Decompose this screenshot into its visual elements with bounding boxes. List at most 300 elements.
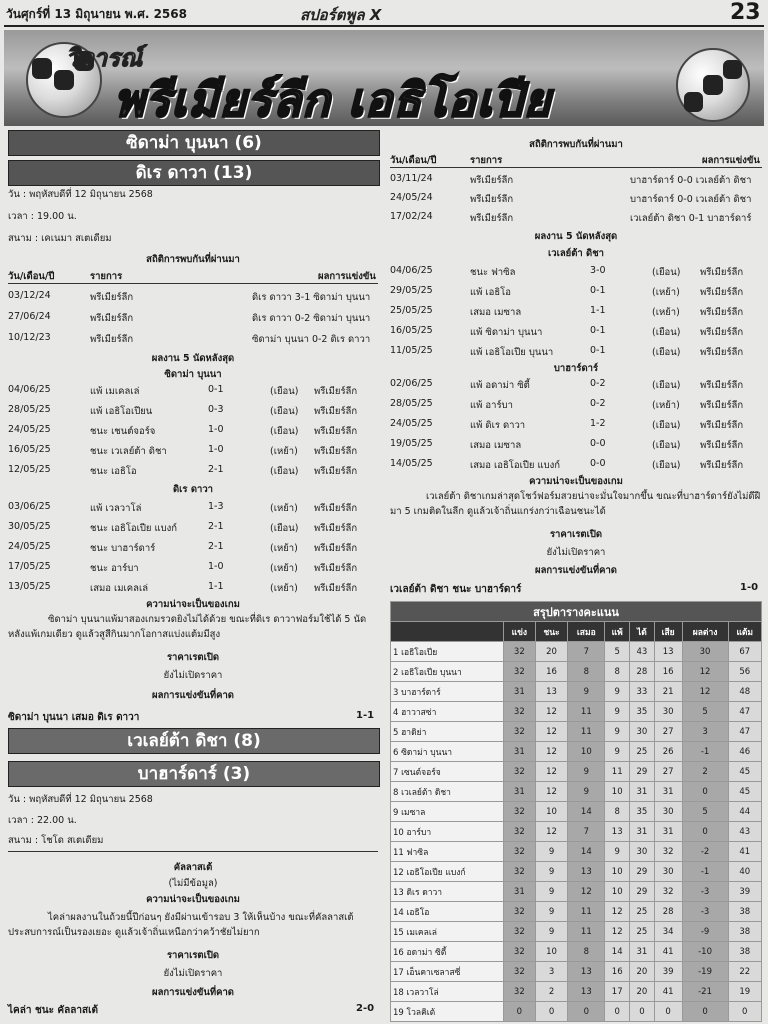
table-cell: 30 — [654, 802, 682, 822]
table-cell: 32 — [654, 882, 682, 902]
top-rule — [4, 25, 764, 27]
list-item: 27/06/24 — [8, 311, 51, 322]
table-cell: 30 — [682, 642, 728, 662]
table-cell: 29 — [630, 762, 655, 782]
team-name: 14 เอธิโอ — [391, 902, 504, 922]
form-comp: พรีเมียร์ลีก — [700, 307, 744, 318]
table-cell: -19 — [682, 962, 728, 982]
form-venue: (เยือน) — [270, 466, 299, 477]
match3-price-text: ยังไม่เปิดราคา — [163, 968, 223, 979]
standings-body — [391, 642, 762, 1022]
table-cell: 12 — [568, 882, 605, 902]
match1-price-title: ราคาเรตเปิด — [166, 652, 220, 663]
table-cell: 20 — [630, 982, 655, 1002]
match1-day: วัน : พฤหัสบดีที่ 12 มิถุนายน 2568 — [8, 189, 153, 200]
page-number: 23 — [730, 0, 761, 25]
table-cell: 14 — [568, 842, 605, 862]
table-cell: 10 — [605, 782, 630, 802]
match2-away-form — [390, 378, 762, 478]
table-cell: -1 — [682, 862, 728, 882]
table-cell: 9 — [605, 702, 630, 722]
form-comp: พรีเมียร์ลีก — [700, 327, 744, 338]
h2h-head-list: รายการ — [90, 271, 123, 282]
match3-note: (ไม่มีข้อมูล) — [168, 878, 218, 889]
form-result: ชนะ เชนต์จอร์จ — [90, 426, 156, 437]
form-venue: (เยือน) — [652, 380, 681, 391]
table-cell: 22 — [728, 962, 762, 982]
table-cell: 29 — [630, 862, 655, 882]
match1-prediction — [8, 710, 378, 724]
form-result: แพ้ ดิเร ดาวา — [470, 420, 526, 431]
table-row — [391, 842, 762, 862]
table-cell: 16 — [654, 662, 682, 682]
table-cell: 32 — [504, 942, 536, 962]
table-header: ชนะ — [535, 622, 568, 642]
form-venue: (เหย้า) — [270, 503, 298, 514]
form-date: 11/05/25 — [390, 345, 433, 356]
form-date: 14/05/25 — [390, 458, 433, 469]
table-cell: 26 — [654, 742, 682, 762]
table-cell: 27 — [654, 762, 682, 782]
form-comp: พรีเมียร์ลีก — [314, 406, 358, 417]
form-date: 17/05/25 — [8, 561, 51, 572]
table-cell: 10 — [535, 942, 568, 962]
match2-prediction — [390, 582, 762, 596]
match2-h2h-title: สถิติการพบกันที่ผ่านมา — [529, 139, 623, 150]
table-cell: 0 — [535, 1002, 568, 1022]
table-cell: 2 — [535, 982, 568, 1002]
h2h-head-date: วัน/เดือน/ปี — [8, 271, 55, 282]
form-date: 24/05/25 — [8, 424, 51, 435]
match2-h2h-list — [390, 173, 762, 233]
match1-time: เวลา : 19.00 น. — [8, 211, 77, 222]
table-cell: 31 — [504, 682, 536, 702]
form-score: 1-0 — [208, 424, 224, 435]
team-name: 6 ซิดาม่า บุนนา — [391, 742, 504, 762]
table-cell: 43 — [630, 642, 655, 662]
table-cell: 5 — [605, 642, 630, 662]
form-comp: พรีเมียร์ลีก — [700, 400, 744, 411]
issue-date: วันศุกร์ที่ 13 มิถุนายน พ.ศ. 2568 — [6, 7, 187, 21]
form-result: ชนะ เอธิโอเปีย แบงก์ — [90, 523, 178, 534]
table-cell: 32 — [504, 822, 536, 842]
form-date: 25/05/25 — [390, 305, 433, 316]
match1-pred-title: ผลการแข่งขันที่คาด — [152, 690, 234, 701]
table-cell: 32 — [504, 642, 536, 662]
match1-h2h-list — [8, 290, 378, 350]
table-cell: 14 — [568, 802, 605, 822]
match1-h2h-title: สถิติการพบกันที่ผ่านมา — [146, 254, 240, 265]
table-cell: 13 — [568, 962, 605, 982]
form-score: 1-2 — [590, 418, 606, 429]
form-result: ชนะ บาฮาร์ดาร์ — [90, 543, 156, 554]
table-cell: 67 — [728, 642, 762, 662]
table-cell: 11 — [605, 762, 630, 782]
standings-table — [390, 601, 762, 1022]
table-cell: 12 — [605, 922, 630, 942]
form-date: 03/06/25 — [8, 501, 51, 512]
match2-form-title: ผลงาน 5 นัดหลังสุด — [534, 231, 618, 242]
form-venue: (เยือน) — [270, 406, 299, 417]
table-cell: 9 — [535, 902, 568, 922]
table-cell: 45 — [728, 782, 762, 802]
table-cell: 38 — [728, 902, 762, 922]
team-name: 9 เมซาล — [391, 802, 504, 822]
table-cell: -1 — [682, 742, 728, 762]
form-comp: พรีเมียร์ลีก — [700, 380, 744, 391]
table-cell: 9 — [568, 762, 605, 782]
table-cell: 30 — [630, 842, 655, 862]
form-result: ชนะ อาร์บา — [90, 563, 139, 574]
prediction-score: 1-1 — [356, 710, 375, 721]
list-item: พรีเมียร์ลีก — [470, 175, 514, 186]
form-comp: พรีเมียร์ลีก — [314, 563, 358, 574]
form-date: 24/05/25 — [8, 541, 51, 552]
form-score: 1-0 — [208, 561, 224, 572]
form-date: 04/06/25 — [8, 384, 51, 395]
table-cell: 9 — [535, 882, 568, 902]
list-item: พรีเมียร์ลีก — [470, 213, 514, 224]
table-cell: 41 — [654, 982, 682, 1002]
list-item: บาฮาร์ดาร์ 0-0 เวเลย์ต้า ดิชา — [630, 194, 752, 205]
match3-chance-text: ไคล่าผลงานในถ้วยนี้ปีก่อนๆ ยังมีผ่านเข้ารอบ 3 ให้เห็นบ้าง ขณะที่คัลลาสเต้ประสบการณ์เป็นรองเยอะ ดูแล้วเจ้าถิ่นเหนือกว่าคว้าชัยไม่ยาก — [8, 912, 354, 938]
table-row — [391, 922, 762, 942]
table-cell: 8 — [568, 942, 605, 962]
table-cell: 32 — [504, 842, 536, 862]
table-cell: 28 — [654, 902, 682, 922]
prediction-score: 1-0 — [740, 582, 759, 593]
form-date: 16/05/25 — [8, 444, 51, 455]
team-name: 17 เอ็นคาเซลาสซี่ — [391, 962, 504, 982]
table-cell: 27 — [654, 722, 682, 742]
match2-price-title: ราคาเรตเปิด — [549, 529, 603, 540]
team-name: 10 อาร์บา — [391, 822, 504, 842]
table-cell: 28 — [630, 662, 655, 682]
table-cell: 32 — [504, 702, 536, 722]
form-comp: พรีเมียร์ลีก — [700, 287, 744, 298]
form-venue: (เหย้า) — [270, 543, 298, 554]
team-name: 4 ฮาวาสซ่า — [391, 702, 504, 722]
table-cell: 0 — [654, 1002, 682, 1022]
table-cell: 0 — [728, 1002, 762, 1022]
match1-chance-title: ความน่าจะเป็นของเกม — [146, 599, 240, 610]
table-cell: 31 — [654, 822, 682, 842]
table-row — [391, 982, 762, 1002]
table-cell: 31 — [630, 782, 655, 802]
table-cell: 32 — [504, 762, 536, 782]
table-header: แพ้ — [605, 622, 630, 642]
table-cell: 25 — [630, 922, 655, 942]
form-date: 28/05/25 — [8, 404, 51, 415]
table-cell: 20 — [630, 962, 655, 982]
list-item: บาฮาร์ดาร์ 0-0 เวเลย์ต้า ดิชา — [630, 175, 752, 186]
form-score: 0-1 — [590, 285, 606, 296]
table-cell: 32 — [504, 662, 536, 682]
match2-home-bar: เวเลย์ต้า ดิชา (8) — [8, 728, 380, 754]
table-row — [391, 882, 762, 902]
form-result: ชนะ เวเลย์ต้า ดิชา — [90, 446, 167, 457]
form-score: 0-0 — [590, 438, 606, 449]
form-comp: พรีเมียร์ลีก — [700, 440, 744, 451]
match1-form-title: ผลงาน 5 นัดหลังสุด — [151, 353, 235, 364]
form-venue: (เยือน) — [652, 420, 681, 431]
table-row — [391, 802, 762, 822]
table-cell: -3 — [682, 902, 728, 922]
team-name: 2 เอธิโอเปีย บุนนา — [391, 662, 504, 682]
match1-away-bar: ดิเร ดาวา (13) — [8, 160, 380, 186]
form-date: 13/05/25 — [8, 581, 51, 592]
form-comp: พรีเมียร์ลีก — [700, 420, 744, 431]
table-cell: 9 — [535, 862, 568, 882]
form-comp: พรีเมียร์ลีก — [314, 466, 358, 477]
table-row — [391, 782, 762, 802]
table-cell: 9 — [605, 742, 630, 762]
table-cell: 9 — [605, 842, 630, 862]
table-cell: 12 — [682, 662, 728, 682]
table-header: เสมอ — [568, 622, 605, 642]
table-row — [391, 722, 762, 742]
form-score: 1-3 — [208, 501, 224, 512]
form-venue: (เหย้า) — [652, 287, 680, 298]
form-venue: (เยือน) — [652, 267, 681, 278]
list-item: 03/11/24 — [390, 173, 433, 184]
table-row — [391, 742, 762, 762]
table-cell: 11 — [568, 922, 605, 942]
table-cell: 12 — [535, 822, 568, 842]
form-comp: พรีเมียร์ลีก — [314, 503, 358, 514]
form-score: 2-1 — [208, 521, 224, 532]
form-venue: (เหย้า) — [652, 307, 680, 318]
table-cell: 0 — [605, 1002, 630, 1022]
form-score: 0-0 — [590, 458, 606, 469]
table-cell: 38 — [728, 922, 762, 942]
form-score: 1-1 — [590, 305, 606, 316]
form-score: 2-1 — [208, 541, 224, 552]
table-row — [391, 822, 762, 842]
form-date: 30/05/25 — [8, 521, 51, 532]
match3-price-title: ราคาเรตเปิด — [166, 950, 220, 961]
table-cell: 11 — [568, 722, 605, 742]
list-item: 17/02/24 — [390, 211, 433, 222]
table-cell: -21 — [682, 982, 728, 1002]
table-cell: 8 — [605, 662, 630, 682]
form-score: 1-0 — [208, 444, 224, 455]
table-cell: -2 — [682, 842, 728, 862]
table-row — [391, 762, 762, 782]
match2-price-text: ยังไม่เปิดราคา — [546, 547, 606, 558]
table-cell: 13 — [605, 822, 630, 842]
form-date: 29/05/25 — [390, 285, 433, 296]
list-item: 10/12/23 — [8, 332, 51, 343]
form-comp: พรีเมียร์ลีก — [700, 347, 744, 358]
table-cell: 12 — [535, 702, 568, 722]
form-result: เสมอ เมซาล — [470, 307, 522, 318]
table-cell: 12 — [535, 782, 568, 802]
table-cell: 11 — [568, 902, 605, 922]
form-comp: พรีเมียร์ลีก — [314, 543, 358, 554]
form-score: 0-2 — [590, 398, 606, 409]
form-comp: พรีเมียร์ลีก — [314, 426, 358, 437]
form-venue: (เหย้า) — [270, 583, 298, 594]
list-item: พรีเมียร์ลีก — [470, 194, 514, 205]
table-cell: 21 — [654, 682, 682, 702]
table-cell: 32 — [504, 862, 536, 882]
table-row — [391, 902, 762, 922]
table-cell: 0 — [682, 822, 728, 842]
match1-home-form — [8, 384, 378, 484]
standings-title: สรุปตารางคะแนน — [391, 602, 762, 622]
table-row — [391, 962, 762, 982]
form-score: 3-0 — [590, 265, 606, 276]
list-item: ดิเร ดาวา 0-2 ซิดาม่า บุนนา — [252, 313, 371, 324]
table-cell: 34 — [654, 922, 682, 942]
table-cell: 30 — [630, 722, 655, 742]
form-result: แพ้ เอธิโอ — [470, 287, 511, 298]
list-item: ดิเร ดาวา 3-1 ซิดาม่า บุนนา — [252, 292, 371, 303]
table-cell: 11 — [568, 702, 605, 722]
form-score: 1-1 — [208, 581, 224, 592]
table-cell: 13 — [568, 862, 605, 882]
match1-away-name: ดิเร ดาวา — [173, 484, 213, 495]
table-cell: 0 — [630, 1002, 655, 1022]
table-cell: 35 — [630, 802, 655, 822]
form-date: 12/05/25 — [8, 464, 51, 475]
form-result: เสมอ เมเคลเล่ — [90, 583, 149, 594]
table-cell: 38 — [728, 942, 762, 962]
table-cell: 12 — [682, 682, 728, 702]
form-result: เสมอ เอธิโอเปีย แบงก์ — [470, 460, 560, 471]
table-cell: 39 — [728, 882, 762, 902]
form-venue: (เยือน) — [652, 440, 681, 451]
team-name: 19 โวลคิเต้ — [391, 1002, 504, 1022]
form-venue: (เยือน) — [652, 460, 681, 471]
table-cell: 14 — [605, 942, 630, 962]
match3-prediction — [8, 1003, 378, 1017]
table-header — [391, 622, 504, 642]
table-header: เสีย — [654, 622, 682, 642]
table-cell: 9 — [535, 922, 568, 942]
match2-h2h-header — [390, 151, 762, 168]
table-cell: 41 — [654, 942, 682, 962]
form-date: 28/05/25 — [390, 398, 433, 409]
form-venue: (เหย้า) — [270, 563, 298, 574]
table-cell: 39 — [654, 962, 682, 982]
form-result: ชนะ เอธิโอ — [90, 466, 137, 477]
table-header: ได้ — [630, 622, 655, 642]
table-header: แข่ง — [504, 622, 536, 642]
table-cell: 32 — [504, 982, 536, 1002]
team-name: 5 ฮาดิย่า — [391, 722, 504, 742]
team-name: 16 อดาม่า ซิตี้ — [391, 942, 504, 962]
table-cell: 43 — [728, 822, 762, 842]
form-date: 04/06/25 — [390, 265, 433, 276]
table-cell: 13 — [568, 982, 605, 1002]
table-cell: 56 — [728, 662, 762, 682]
table-cell: 12 — [605, 902, 630, 922]
form-result: แพ้ ซิดาม่า บุนนา — [470, 327, 543, 338]
table-header: ผลต่าง — [682, 622, 728, 642]
form-venue: (เยือน) — [270, 523, 299, 534]
table-cell: 12 — [535, 742, 568, 762]
table-cell: -10 — [682, 942, 728, 962]
team-name: 12 เอธิโอเปีย แบงก์ — [391, 862, 504, 882]
team-name: 13 ดิเร ดาวา — [391, 882, 504, 902]
prediction-text: ซิดาม่า บุนนา เสมอ ดิเร ดาวา — [8, 712, 140, 723]
list-item: ซิดาม่า บุนนา 0-2 ดิเร ดาวา — [252, 334, 371, 345]
table-cell: 13 — [654, 642, 682, 662]
table-cell: 5 — [682, 802, 728, 822]
table-cell: 44 — [728, 802, 762, 822]
match3-team: คัลลาสเต้ — [173, 862, 213, 873]
form-result: แพ้ เวลวาโล่ — [90, 503, 142, 514]
team-name: 18 เวลวาโล่ — [391, 982, 504, 1002]
table-cell: 40 — [728, 862, 762, 882]
table-cell: 12 — [535, 722, 568, 742]
table-cell: 9 — [605, 682, 630, 702]
match1-away-form — [8, 501, 378, 601]
table-cell: 0 — [682, 1002, 728, 1022]
table-cell: 32 — [654, 842, 682, 862]
table-cell: 17 — [605, 982, 630, 1002]
table-cell: 5 — [682, 702, 728, 722]
table-cell: 10 — [568, 742, 605, 762]
h2h-head-list: รายการ — [470, 155, 503, 166]
table-cell: 9 — [568, 682, 605, 702]
table-cell: 32 — [504, 902, 536, 922]
prediction-score: 2-0 — [356, 1003, 375, 1014]
match2-home-name: เวเลย์ต้า ดิชา — [548, 248, 604, 259]
table-cell: 7 — [568, 642, 605, 662]
list-item: พรีเมียร์ลีก — [90, 292, 134, 303]
form-date: 19/05/25 — [390, 438, 433, 449]
form-venue: (เยือน) — [270, 426, 299, 437]
standings-header — [391, 622, 762, 642]
table-cell: 9 — [605, 722, 630, 742]
prediction-text: เวเลย์ต้า ดิชา ชนะ บาฮาร์ดาร์ — [390, 584, 522, 595]
list-item: เวเลย์ต้า ดิชา 0-1 บาฮาร์ดาร์ — [630, 213, 752, 224]
table-cell: 35 — [630, 702, 655, 722]
table-cell: 19 — [728, 982, 762, 1002]
form-comp: พรีเมียร์ลีก — [314, 583, 358, 594]
table-row — [391, 642, 762, 662]
form-date: 24/05/25 — [390, 418, 433, 429]
table-row — [391, 682, 762, 702]
match2-venue: สนาม : โชโด สเตเดียม — [8, 835, 104, 846]
table-cell: 31 — [630, 942, 655, 962]
table-cell: -9 — [682, 922, 728, 942]
table-cell: 32 — [504, 722, 536, 742]
table-header: แต้ม — [728, 622, 762, 642]
table-cell: 41 — [728, 842, 762, 862]
banner-title: พรีเมียร์ลีก เอธิโอเปีย — [114, 73, 552, 126]
form-result: ชนะ ฟาซิล — [470, 267, 516, 278]
match2-away-bar: บาฮาร์ดาร์ (3) — [8, 761, 380, 787]
form-score: 0-1 — [590, 325, 606, 336]
form-comp: พรีเมียร์ลีก — [314, 523, 358, 534]
h2h-head-date: วัน/เดือน/ปี — [390, 155, 437, 166]
brand-logo: สปอร์ตพูล X — [300, 6, 382, 24]
match2-chance-text: เวเลย์ต้า ดิชาเกมล่าสุดโชว์ฟอร์มสวยน่าจะมั่นใจมากขึ้น ขณะที่บาฮาร์ดาร์ยังไม่ดีฝีมา 5 เกมติดในลีก ดูแล้วเจ้าถิ่นแกร่งกว่าเฉือนชนะได้ — [390, 491, 761, 517]
match2-day: วัน : พฤหัสบดีที่ 12 มิถุนายน 2568 — [8, 794, 153, 805]
team-name: 15 เมเคลเล่ — [391, 922, 504, 942]
match2-home-form — [390, 265, 762, 365]
form-result: แพ้ อดาม่า ซิตี้ — [470, 380, 530, 391]
form-venue: (เยือน) — [652, 327, 681, 338]
team-name: 3 บาฮาร์ดาร์ — [391, 682, 504, 702]
form-result: เสมอ เมซาล — [470, 440, 522, 451]
form-venue: (เหย้า) — [270, 446, 298, 457]
match2-pred-title: ผลการแข่งขันที่คาด — [535, 565, 617, 576]
